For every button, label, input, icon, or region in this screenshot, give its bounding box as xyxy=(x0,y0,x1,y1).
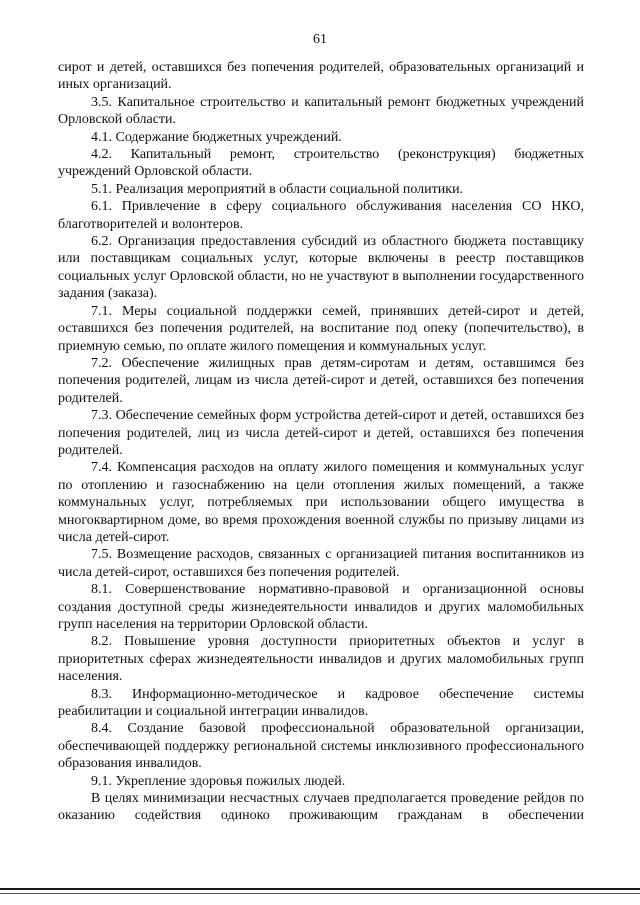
paragraph-continuation: сирот и детей, оставшихся без попечения родителей, образовательных организаций и иных организаций. xyxy=(58,60,584,93)
paragraph-4-2: 4.2. Капитальный ремонт, строительство (реконструкция) бюджетных учреждений Орловской области. xyxy=(58,147,584,180)
paragraph-7-3: 7.3. Обеспечение семейных форм устройства детей-сирот и детей, оставшихся без попечения родителей, лиц из числа детей-сирот и детей, оставшихся без попечения родителей. xyxy=(58,408,584,458)
paragraph-9-1: 9.1. Укрепление здоровья пожилых людей. xyxy=(91,773,346,789)
paragraph-8-2: 8.2. Повышение уровня доступности приоритетных объектов и услуг в приоритетных сферах жизнедеятельности инвалидов и других маломобильных групп населения. xyxy=(58,634,584,685)
paragraph-final: В целях минимизации несчастных случаев предполагается проведение рейдов по оказанию содействия одиноко проживающим гражданам в обеспечении xyxy=(58,791,584,824)
paragraph-8-3: 8.3. Информационно-методическое и кадровое обеспечение системы реабилитации и социальной интеграции инвалидов. xyxy=(58,686,584,720)
paragraph-8-1: 8.1. Совершенствование нормативно-правовой и организационной основы создания доступной среды жизнедеятельности инвалидов и других маломобильных групп населения на территории Орловской области. xyxy=(58,582,584,632)
paragraph-5-1: 5.1. Реализация мероприятий в области социальной политики. xyxy=(91,181,464,197)
paragraph-7-2: 7.2. Обеспечение жилищных прав детям-сиротам и детям, оставшимся без попечения родителей, лицам из числа детей-сирот и детей, оставшихся без попечения родителей. xyxy=(58,355,584,406)
paragraph-4-1: 4.1. Содержание бюджетных учреждений. xyxy=(91,129,342,145)
paragraph-3-5: 3.5. Капитальное строительство и капитальный ремонт бюджетных учреждений Орловской области. xyxy=(58,94,584,128)
page-number: 61 xyxy=(313,32,327,47)
footer-rule-thin xyxy=(0,893,640,894)
paragraph-6-2: 6.2. Организация предоставления субсидий из областного бюджета поставщику или поставщикам социальных услуг, которые включены в реестр поставщиков социальных услуг Орловской области, но не участвуют в выполнении государственного задания (заказа). xyxy=(58,234,584,302)
paragraph-7-4: 7.4. Компенсация расходов на оплату жилого помещения и коммунальных услуг по отоплению и газоснабжению на цели отопления жилых помещений, а также коммунальных услуг, потребляемых при использовании общего имущества в многоквартирном доме, во время прохождения военной службы по призыву лицами из числа детей-сирот. xyxy=(58,460,584,545)
paragraph-7-1: 7.1. Меры социальной поддержки семей, принявших детей-сирот и детей, оставшихся без попечения родителей, на воспитание под опеку (попечительство), в приемную семью, по оплате жилого помещения и коммунальных услуг. xyxy=(58,303,584,354)
paragraph-6-1: 6.1. Привлечение в сферу социального обслуживания населения СО НКО, благотворителей и волонтеров. xyxy=(58,199,584,232)
paragraph-8-4: 8.4. Создание базовой профессиональной образовательной организации, обеспечивающей поддержку региональной системы инклюзивного профессионального образования инвалидов. xyxy=(58,721,584,772)
body-text xyxy=(58,59,584,825)
footer-rule xyxy=(0,888,640,890)
paragraph-7-5: 7.5. Возмещение расходов, связанных с организацией питания воспитанников из числа детей-сирот, оставшихся без попечения родителей. xyxy=(58,547,584,580)
